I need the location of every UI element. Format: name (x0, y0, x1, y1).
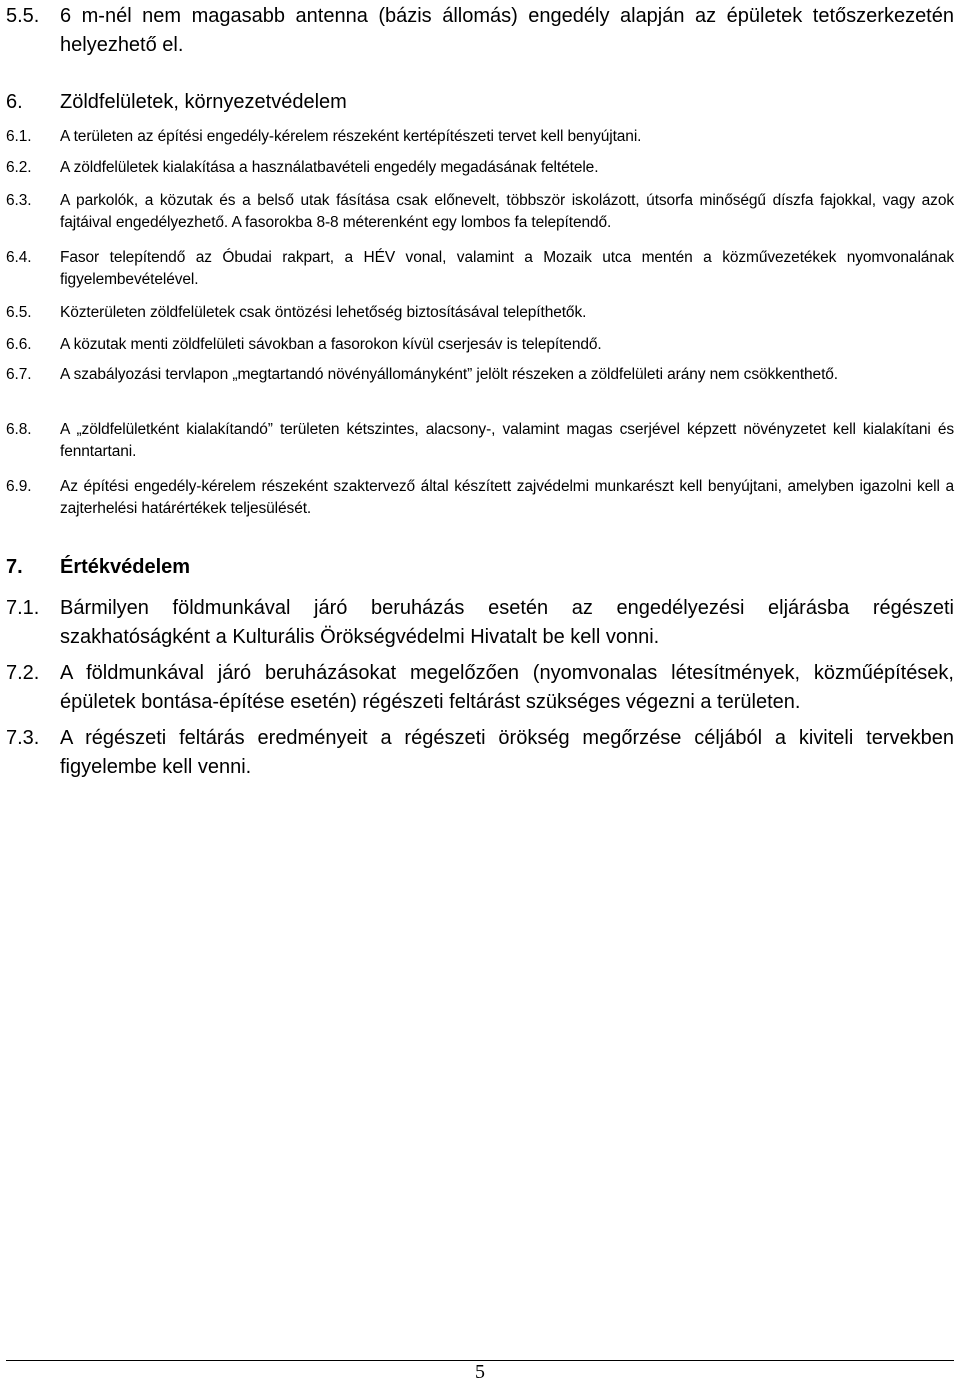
paragraph-text: A területen az építési engedély-kérelem részeként kertépítészeti tervet kell benyújtani. (60, 128, 642, 145)
paragraph-6-3 (6, 190, 954, 234)
paragraph-text: A zöldfelületek kialakítása a használatbavételi engedély megadásának feltétele. (60, 159, 599, 176)
paragraph-6-8 (6, 419, 954, 463)
paragraph-text: 6 m-nél nem magasabb antenna (bázis állomás) engedély alapján az épületek tetőszerkezetén helyezhető el. (60, 5, 954, 56)
paragraph-number: 7.3. (6, 727, 40, 749)
paragraph-text: A földmunkával járó beruházásokat megelőzően (nyomvonalas létesítmények, közműépítések, épületek bontása-építése esetén) régészeti feltárást szükséges végezni a területen. (60, 662, 954, 713)
section-heading-7 (6, 553, 954, 581)
paragraph-number: 6.3. (6, 192, 32, 209)
paragraph-number: 6.1. (6, 128, 32, 145)
paragraph-number: 6.2. (6, 159, 32, 176)
paragraph-number: 6.5. (6, 304, 32, 321)
section-title: Zöldfelületek, környezetvédelem (60, 91, 347, 113)
paragraph-number: 5.5. (6, 5, 40, 27)
paragraph-6-7 (6, 364, 954, 386)
paragraph-text: Fasor telepítendő az Óbudai rakpart, a HÉV vonal, valamint a Mozaik utca mentén a közművezetékek nyomvonalának figyelembevételével. (60, 249, 954, 288)
paragraph-6-9 (6, 476, 954, 520)
paragraph-6-6 (6, 334, 954, 356)
paragraph-7-3 (6, 724, 954, 782)
paragraph-number: 6.6. (6, 336, 32, 353)
paragraph-number: 6.7. (6, 366, 32, 383)
paragraph-text: A régészeti feltárás eredményeit a régészeti örökség megőrzése céljából a kiviteli tervekben figyelembe kell venni. (60, 727, 954, 778)
page-number: 5 (475, 1361, 485, 1383)
paragraph-6-5 (6, 302, 954, 324)
paragraph-number: 6.9. (6, 478, 32, 495)
paragraph-text: Bármilyen földmunkával járó beruházás esetén az engedélyezési eljárásba régészeti szakhatóságként a Kulturális Örökségvédelmi Hivatalt be kell vonni. (60, 597, 954, 648)
paragraph-number: 7.2. (6, 662, 40, 684)
paragraph-text: A közutak menti zöldfelületi sávokban a fasorokon kívül cserjesáv is telepítendő. (60, 336, 602, 353)
paragraph-5-5 (6, 2, 954, 60)
paragraph-text: A parkolók, a közutak és a belső utak fásítása csak előnevelt, többször iskolázott, útsorfa minőségű díszfa fajokkal, vagy azok fajtáival engedélyezhető. A fasorokba 8-8 méterenként egy lombos fa telepítendő. (60, 192, 954, 231)
section-number: 7. (6, 556, 23, 578)
paragraph-6-1 (6, 126, 954, 148)
paragraph-7-1 (6, 594, 954, 652)
paragraph-text: A „zöldfelületként kialakítandó” területen kétszintes, alacsony-, valamint magas cserjével képzett növényzetet kell kialakítani és fenntartani. (60, 421, 954, 460)
paragraph-6-4 (6, 247, 954, 291)
paragraph-text: Közterületen zöldfelületek csak öntözési lehetőség biztosításával telepíthetők. (60, 304, 587, 321)
paragraph-7-2 (6, 659, 954, 717)
section-heading-6 (6, 88, 954, 116)
paragraph-number: 6.8. (6, 421, 32, 438)
paragraph-text: Az építési engedély-kérelem részeként szaktervező által készített zajvédelmi munkarészt kell benyújtani, amelyben igazolni kell a zajterhelési határértékek teljesülését. (60, 478, 954, 517)
paragraph-number: 7.1. (6, 597, 40, 619)
section-number: 6. (6, 91, 23, 113)
paragraph-text: A szabályozási tervlapon „megtartandó növényállományként” jelölt részeken a zöldfelületi arány nem csökkenthető. (60, 366, 839, 383)
paragraph-6-2 (6, 157, 954, 179)
paragraph-number: 6.4. (6, 249, 32, 266)
section-title: Értékvédelem (60, 556, 191, 578)
